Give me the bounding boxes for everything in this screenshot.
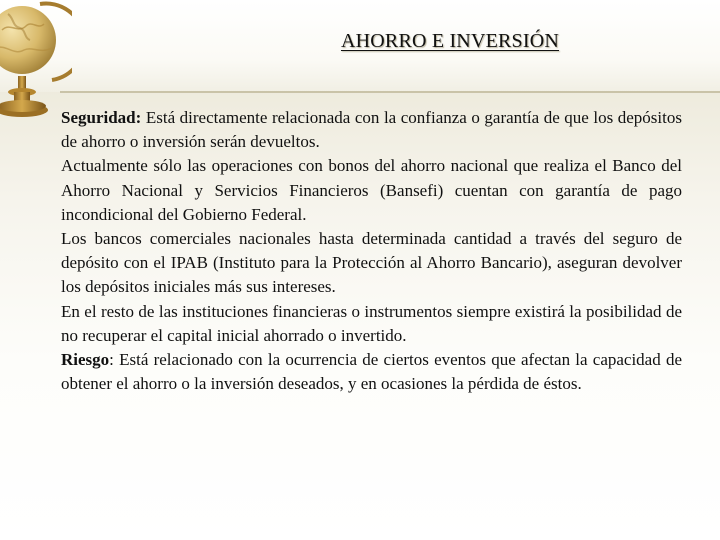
- slide-title: AHORRO E INVERSIÓN: [340, 30, 560, 52]
- paragraph-text: En el resto de las instituciones financieras o instrumentos siempre existirá la posibilidad de no recuperar el capital inicial ahorrado o invertido.: [61, 301, 682, 345]
- label-seguridad: Seguridad:: [61, 108, 142, 127]
- paragraph-text: Los bancos comerciales nacionales hasta determinada cantidad a través del seguro de depósito con el IPAB (Instituto para la Protección al Ahorro Bancario), aseguran devolver los depósitos iniciales más sus intereses.: [61, 229, 682, 297]
- paragraph-seguridad: [61, 106, 682, 154]
- globe-icon: [0, 0, 72, 120]
- paragraph-text: Está directamente relacionada con la confianza o garantía de que los depósitos de ahorro o inversión serán devueltos.: [61, 108, 682, 152]
- slide-body: [61, 106, 682, 396]
- paragraph-riesgo: [61, 348, 682, 396]
- paragraph-bansefi: [61, 154, 682, 227]
- title-divider: [60, 91, 720, 93]
- label-riesgo: Riesgo: [61, 350, 110, 370]
- paragraph-otras-instituciones: [61, 300, 682, 348]
- paragraph-ipab: [61, 227, 682, 300]
- paragraph-text: : Está relacionado con la ocurrencia de ciertos eventos que afectan la capacidad de obtener el ahorro o la inversión deseados, y en ocasiones la pérdida de éstos.: [61, 350, 682, 394]
- paragraph-text: Actualmente sólo las operaciones con bonos del ahorro nacional que realiza el Banco del Ahorro Nacional y Servicios Financieros (Bansefi) cuentan con garantía de pago incondicional del Gobierno Federal.: [61, 156, 682, 224]
